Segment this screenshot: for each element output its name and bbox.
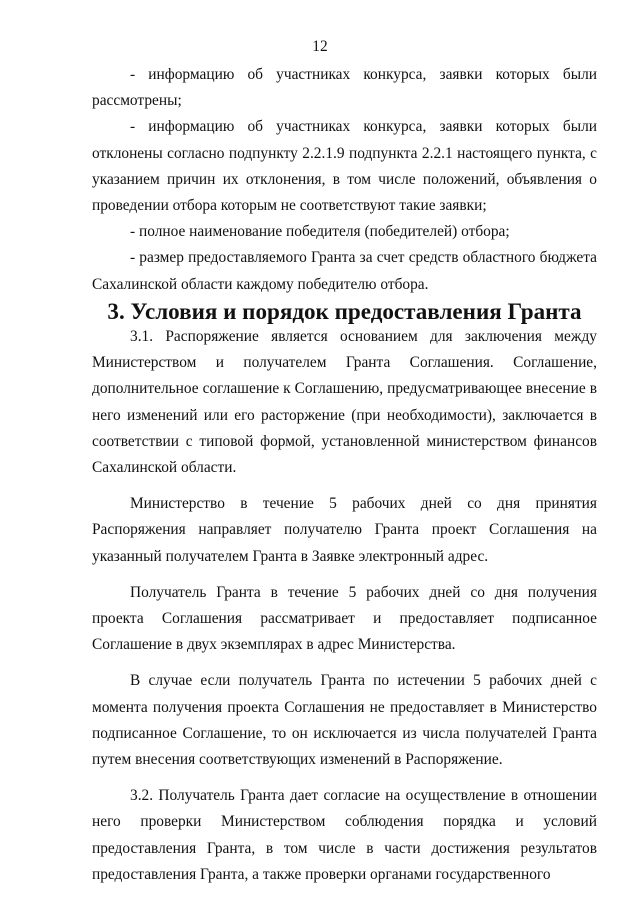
paragraph-recipient-reviews: Получатель Гранта в течение 5 рабочих дней со дня получения проекта Соглашения рассматривает и предоставляет подписанное Соглашение в двух экземплярах в адрес Министерства. <box>92 583 597 654</box>
section-title: 3. Условия и порядок предоставления Гранта <box>107 297 582 324</box>
paragraph-bullet-winner-name: - полное наименование победителя (победителей) отбора; <box>130 223 510 241</box>
paragraph-bullet-reviewed: - информацию об участниках конкурса, заявки которых были рассмотрены; <box>92 66 597 110</box>
paragraph-ministry-sends: Министерство в течение 5 рабочих дней со дня принятия Распоряжения направляет получателю Гранта проект Соглашения на указанный получателем Гранта в Заявке электронный адрес. <box>92 495 597 565</box>
paragraph-recipient-excluded: В случае если получатель Гранта по истечении 5 рабочих дней с момента получения проекта Соглашения не предоставляет в Министерство подписанное Соглашение, то он исключается из числа получателей Гранта путем внесения соответствующих изменений в Распоряжение. <box>92 672 597 769</box>
paragraph-3-2: 3.2. Получатель Гранта дает согласие на осуществление в отношении него проверки Министерством соблюдения порядка и условий предоставления Гранта, в том числе в части достижения результатов предоставления Гранта, а также проверки органами государственного <box>92 787 597 883</box>
paragraph-bullet-rejected: - информацию об участниках конкурса, заявки которых были отклонены согласно подпункту 2.2.1.9 подпункта 2.2.1 настоящего пункта, с указанием причин их отклонения, в том числе положений, объявления о проведении отбора которым не соответствуют такие заявки; <box>92 118 597 215</box>
document-body <box>92 62 597 888</box>
paragraph-bullet-grant-amount: - размер предоставляемого Гранта за счет средств областного бюджета Сахалинской области каждому победителю отбора. <box>92 249 597 293</box>
paragraph-3-1: 3.1. Распоряжение является основанием для заключения между Министерством и получателем Гранта Соглашения. Соглашение, дополнительное соглашение к Соглашению, предусматривающее внесение в него изменений или его расторжение (при необходимости), заключается в соответствии с типовой формой, установленной министерством финансов Сахалинской области. <box>92 328 597 477</box>
page-number: 12 <box>312 38 328 55</box>
